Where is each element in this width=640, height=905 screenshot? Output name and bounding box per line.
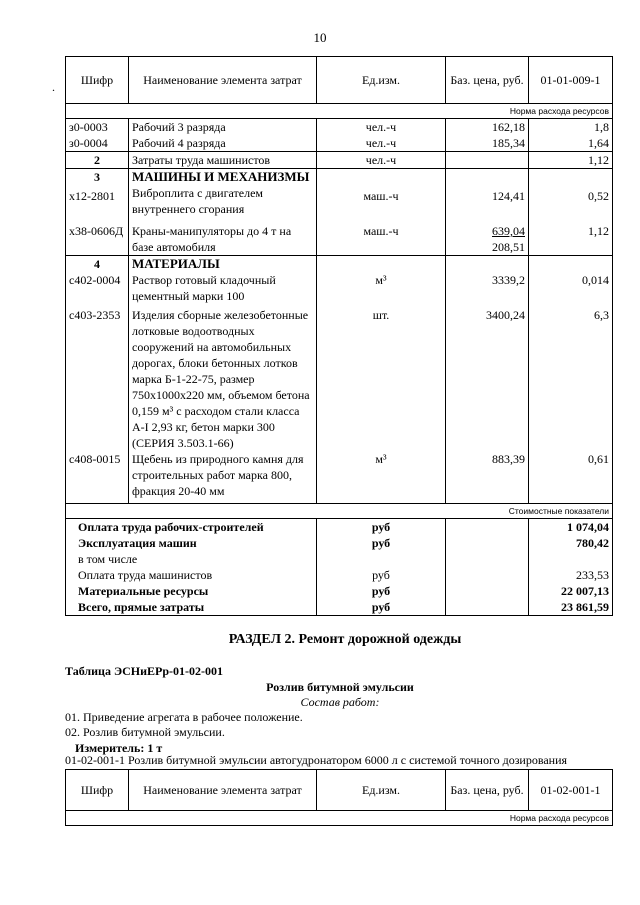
cost-row: в том числе [66,551,613,567]
price-crane-2: 208,51 [492,240,525,254]
cost-row: Всего, прямые затраты руб 23 861,59 [66,599,613,616]
header-unit: Ед.изм. [317,770,446,811]
table-title: Таблица ЭСНиЕРр-01-02-001 [65,664,224,678]
table-row: з0-0003 Рабочий 3 разряда чел.-ч 162,18 1,8 [66,119,613,136]
table-row: 4 МАТЕРИАЛЫ [66,256,613,273]
cost-row: Эксплуатация машин руб 780,42 [66,535,613,551]
cost-row: Оплата труда машинистов руб 233,53 [66,567,613,583]
resource-table-2 [65,769,613,826]
table-row: з0-0004 Рабочий 4 разряда чел.-ч 185,34 1,64 [66,135,613,152]
header-norm-code: 01-01-009-1 [529,57,613,104]
norm-label: Норма расхода ресурсов [66,104,613,119]
header-unit: Ед.изм. [317,57,446,104]
cost-row: Материальные ресурсы руб 22 007,13 [66,583,613,599]
norm-description: 01-02-001-1 Розлив битумной эмульсии автогудронатором 6000 л с системой точного дозирования [65,753,568,767]
cost-row: Оплата труда рабочих-строителей руб 1 074,04 [66,518,613,535]
work-item-2: 02. Розлив битумной эмульсии. [65,725,225,739]
table-row: с402-0004 Раствор готовый кладочный цементный марки 100 м³ 3339,2 0,014 [66,272,613,307]
cost-label: Стоимостные показатели [66,503,613,518]
header-name: Наименование элемента затрат [129,770,317,811]
table-row: х12-2801 Виброплита с двигателем внутреннего сгорания маш.-ч 124,41 0,52 [66,185,613,223]
norm-label: Норма расхода ресурсов [66,811,613,826]
measure: Измеритель: 1 т [75,741,163,755]
header-code: Шифр [66,770,129,811]
resource-table-1 [65,56,613,616]
page-number: 10 [313,30,327,45]
work-item-1: 01. Приведение агрегата в рабочее положение. [65,710,303,724]
margin-mark: . [52,80,55,94]
table-row: х38-0606Д Краны-манипуляторы до 4 т на базе автомобиля маш.-ч 639,04 208,51 1,12 [66,223,613,256]
header-base-price: Баз. цена, руб. [446,57,529,104]
header-name: Наименование элемента затрат [129,57,317,104]
price-crane: 639,04 [492,224,525,238]
section-title: РАЗДЕЛ 2. Ремонт дорожной одежды [228,632,462,647]
table-row: 3 МАШИНЫ И МЕХАНИЗМЫ [66,169,613,186]
table-row: с403-2353 Изделия сборные железобетонные лотковые водоотводных сооружений на автомобильных дорогах, блоки бетонных лотков марка Б-1-22-75, размер 750x1000x220 мм, объемом бетона 0,159 м³ с расходом стали класса А-I 2,93 кг, бетон марки 300 (СЕРИЯ 3.503.1-66) шт. 3400,24 6,3 [66,307,613,451]
header-code: Шифр [66,57,129,104]
header-base-price: Баз. цена, руб. [446,770,529,811]
table-name: Розлив битумной эмульсии [266,680,414,694]
composition-heading: Состав работ: [300,695,380,709]
table-row: с408-0015 Щебень из природного камня для строительных работ марка 800, фракция 20-40 мм м³ 883,39 0,61 [66,451,613,503]
header-norm-code: 01-02-001-1 [529,770,613,811]
table-row: 2 Затраты труда машинистов чел.-ч 1,12 [66,152,613,169]
